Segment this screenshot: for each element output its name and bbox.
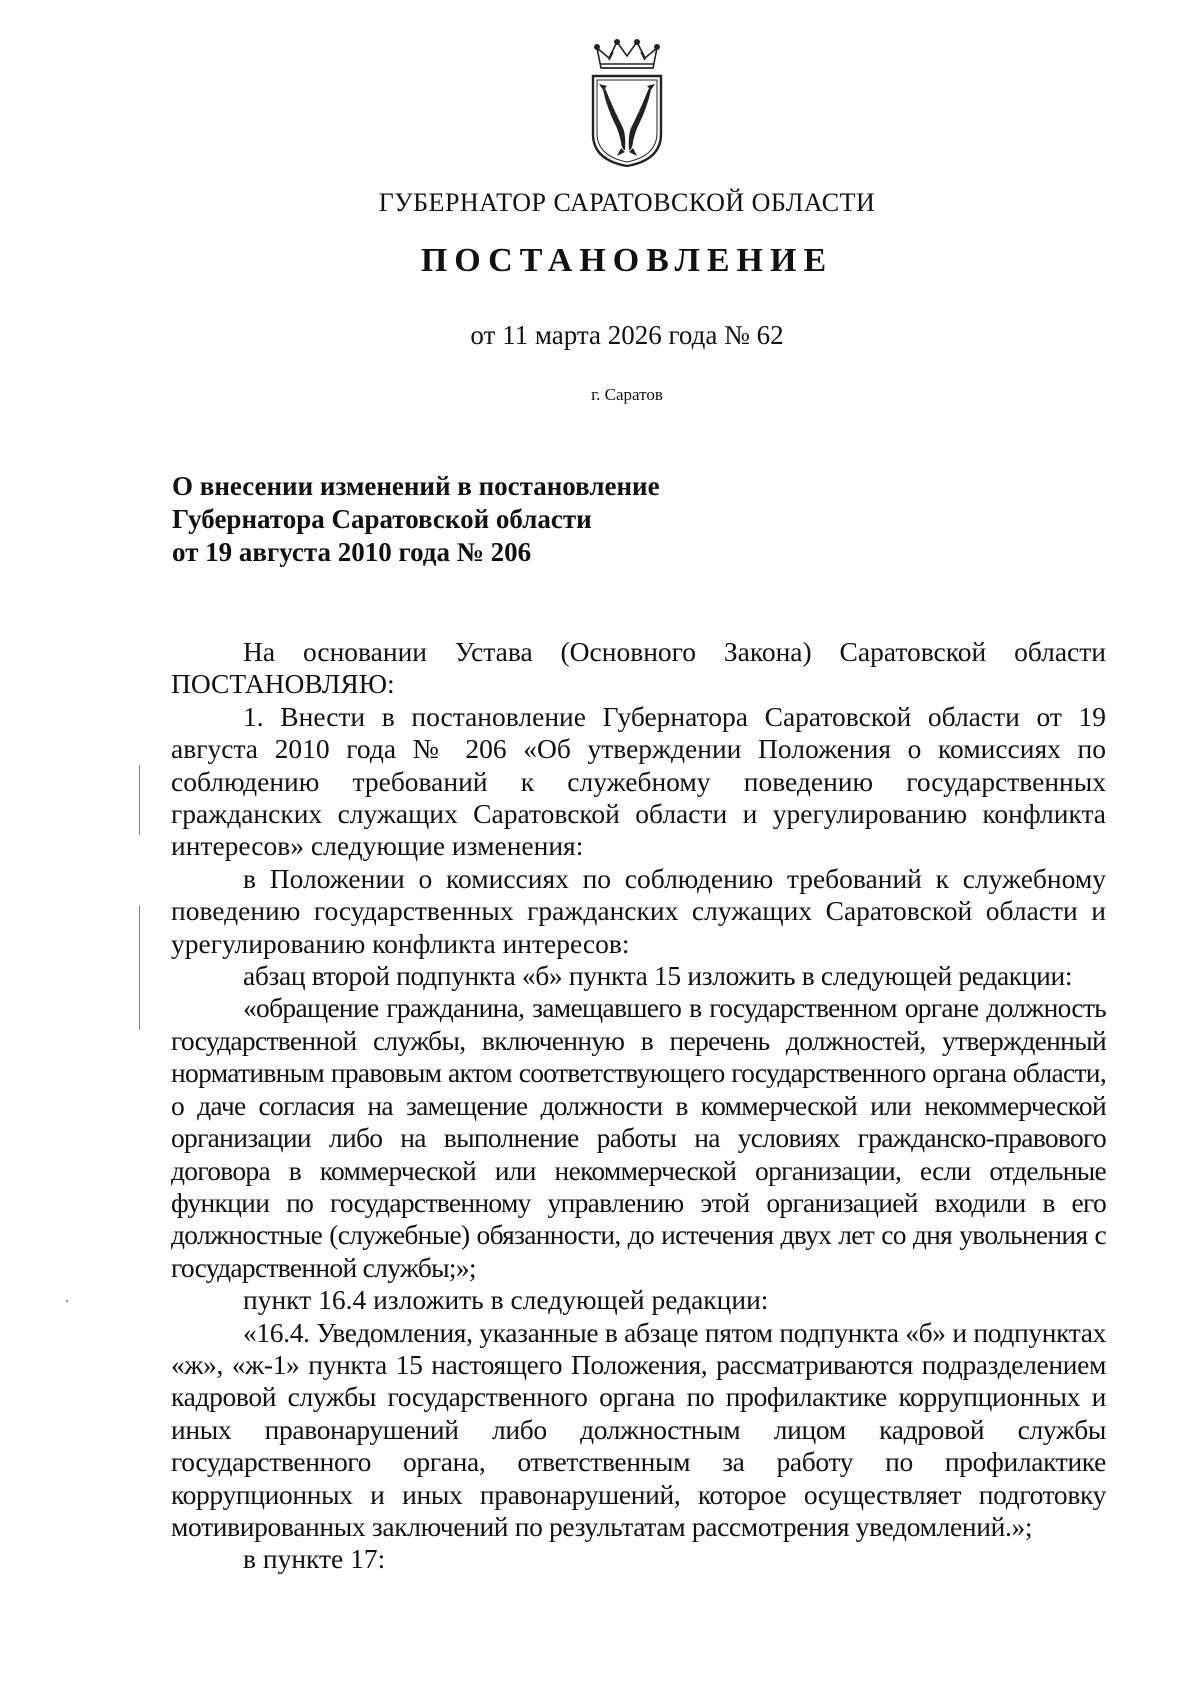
body-paragraph: 1. Внести в постановление Губернатора Саратовской области от 19 августа 2010 года № 206 «Об утверждении Положения о комиссиях по соблюдению требований к служебному поведению государственных гражданских служащих Саратовской области и урегулированию конфликта интересов» следующие изменения: — [171, 700, 1106, 862]
coat-of-arms-icon — [587, 38, 667, 168]
scan-artifact — [66, 1300, 68, 1302]
scan-artifact — [139, 905, 140, 1030]
document-city: г. Саратов — [591, 385, 663, 404]
document-type-title: ПОСТАНОВЛЕНИЕ — [420, 242, 834, 279]
body-paragraph: На основании Устава (Основного Закона) Саратовской области ПОСТАНОВЛЯЮ: — [171, 636, 1106, 700]
document-body — [171, 636, 1106, 1576]
subject-line: О внесении изменений в постановление — [172, 471, 660, 501]
document-date-number: от 11 марта 2026 года № 62 — [470, 320, 784, 350]
body-paragraph: в пункте 17: — [243, 1543, 386, 1575]
body-paragraph: абзац второй подпункта «б» пункта 15 изложить в следующей редакции: — [243, 960, 1073, 992]
body-paragraph: пункт 16.4 изложить в следующей редакции: — [243, 1284, 769, 1316]
scan-artifact — [139, 765, 140, 835]
body-paragraph: «16.4. Уведомления, указанные в абзаце пятом подпункта «б» и подпунктах «ж», «ж-1» пункта 15 настоящего Положения, рассматриваются подразделением кадровой службы государственного органа по профилактике коррупционных и иных правонарушений либо должностным лицом кадровой службы государственного органа, ответственным за работу по профилактике коррупционных и иных правонарушений, которое осуществляет подготовку мотивированных заключений по результатам рассмотрения уведомлений.»; — [171, 1316, 1106, 1542]
body-paragraph: в Положении о комиссиях по соблюдению требований к служебному поведению государственных гражданских служащих Саратовской области и урегулированию конфликта интересов: — [171, 862, 1106, 959]
document-subject — [172, 470, 732, 569]
subject-line: Губернатора Саратовской области — [172, 504, 592, 534]
subject-line: от 19 августа 2010 года № 206 — [172, 537, 532, 567]
body-paragraph: «обращение гражданина, замещавшего в государственном органе должность государственной службы, включенную в перечень должностей, утвержденный нормативным правовым актом соответствующего государственного органа области, о даче согласия на замещение должности в коммерческой или некоммерческой организации либо на выполнение работы на условиях гражданско-правового договора в коммерческой или некоммерческой организации, если отдельные функции по государственному управлению этой организацией входили в его должностные (служебные) обязанности, до истечения двух лет со дня увольнения с государственной службы;»; — [171, 992, 1106, 1283]
issuing-authority: ГУБЕРНАТОР САРАТОВСКОЙ ОБЛАСТИ — [378, 188, 876, 217]
